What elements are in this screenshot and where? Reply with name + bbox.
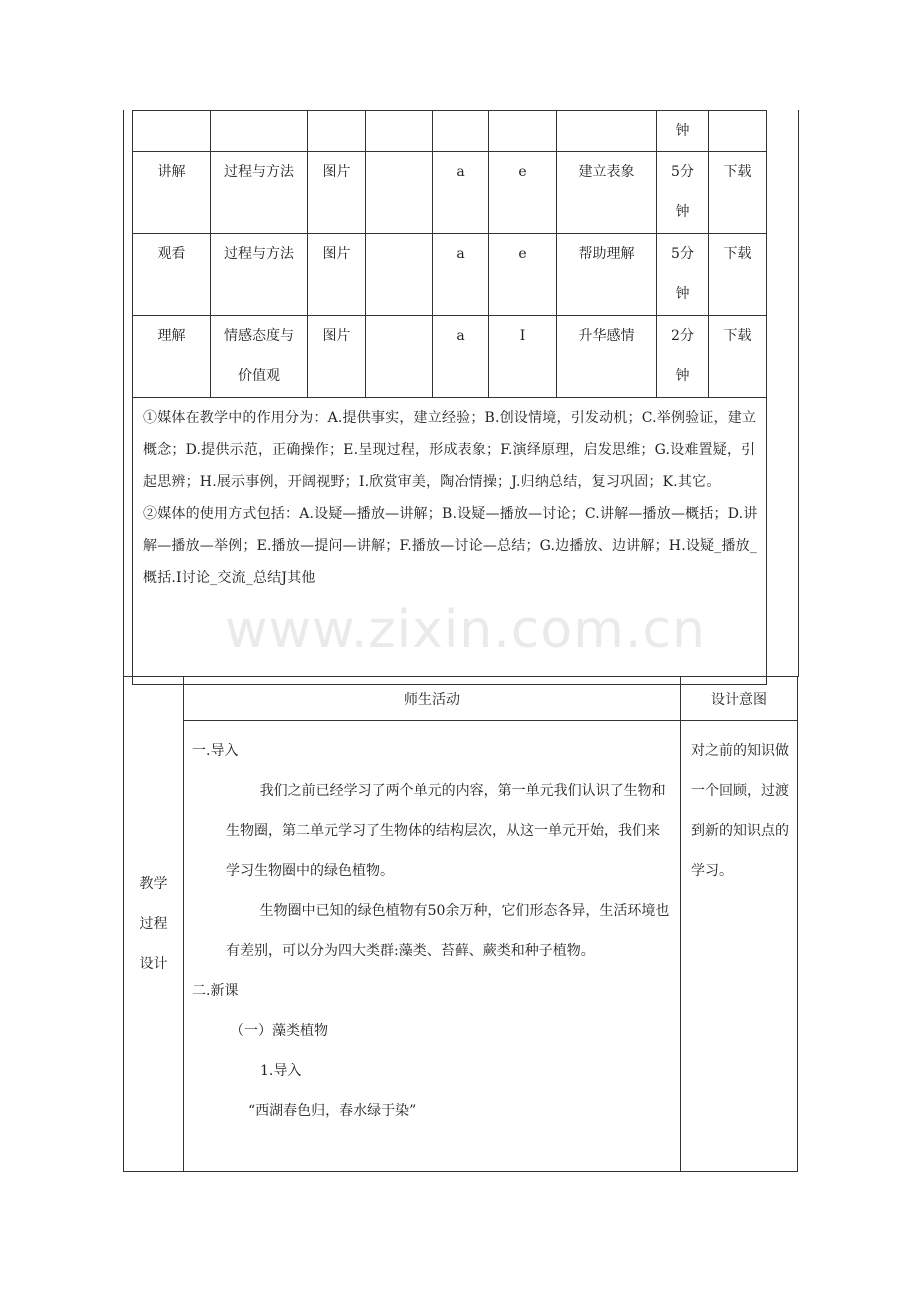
table-cell [366, 316, 433, 398]
table-cell: e [489, 152, 557, 234]
table-cell [366, 152, 433, 234]
table-cell [489, 111, 557, 152]
section-title: 二.新课 [192, 983, 239, 999]
table-cell: e [489, 234, 557, 316]
table-cell [211, 111, 308, 152]
table-row [133, 234, 767, 316]
table-row [133, 316, 767, 398]
paragraph: 生物圈中已知的绿色植物有50余万种，它们形态各异，生活环境也有差别，可以分为四大类群:藻类、苔藓、蕨类和种子植物。 [226, 903, 670, 959]
side-label-line: 教学 [139, 876, 168, 892]
table-cell: 图片 [308, 152, 366, 234]
table-cell: 图片 [308, 316, 366, 398]
table-cell: 讲解 [133, 152, 211, 234]
design-header: 设计意图 [681, 677, 798, 721]
table-cell: 5分钟 [657, 234, 709, 316]
media-note-purpose: ①媒体在教学中的作用分为：A.提供事实，建立经验；B.创设情境，引发动机；C.举例验证，建立概念；D.提供示范，正确操作；E.呈现过程，形成表象；F.演绎原理，启发思维；G.设难置疑，引起思辨；H.展示事例，开阔视野；I.欣赏审美，陶冶情操；J.归纳总结，复习巩固；K.其它。 [143, 410, 757, 490]
table-cell: 升华感情 [557, 316, 657, 398]
table-cell: 情感态度与价值观 [211, 316, 308, 398]
activity-content [184, 721, 681, 1172]
table-cell: 5分钟 [657, 152, 709, 234]
table-cell: 过程与方法 [211, 234, 308, 316]
activity-header: 师生活动 [184, 677, 681, 721]
table-row [133, 152, 767, 234]
table-cell: 钟 [657, 111, 709, 152]
table-cell [557, 111, 657, 152]
process-table [123, 676, 798, 1172]
process-side-label [124, 677, 184, 1172]
section-title: 一.导入 [192, 743, 239, 759]
table-cell: a [433, 234, 489, 316]
subsection-item: 1.导入 [260, 1063, 302, 1079]
table-cell [433, 111, 489, 152]
table-cell: 过程与方法 [211, 152, 308, 234]
table-cell: 下载 [709, 152, 767, 234]
table-cell: 图片 [308, 234, 366, 316]
paragraph: 我们之前已经学习了两个单元的内容，第一单元我们认识了生物和生物圈，第二单元学习了生物体的结构层次，从这一单元开始，我们来学习生物圈中的绿色植物。 [226, 783, 666, 879]
table-cell: 2分钟 [657, 316, 709, 398]
table-cell [366, 111, 433, 152]
table-cell: I [489, 316, 557, 398]
table-cell: a [433, 316, 489, 398]
watermark: www.zixin.com.cn [225, 600, 706, 660]
side-label-line: 设计 [139, 956, 168, 972]
table-row [133, 111, 767, 152]
table-cell: 建立表象 [557, 152, 657, 234]
media-note-usage: ②媒体的使用方式包括：A.设疑—播放—讲解；B.设疑—播放—讨论；C.讲解—播放—概括；D.讲解—播放—举例；E.播放—提问—讲解；F.播放—讨论—总结；G.边播放、边讲解；H.设疑_播放_概括.I讨论_交流_总结J其他 [143, 506, 758, 586]
table-cell: 理解 [133, 316, 211, 398]
subsection-title: （一）藻类植物 [230, 1023, 328, 1039]
table-cell [709, 111, 767, 152]
media-table [132, 110, 767, 685]
table-cell: 观看 [133, 234, 211, 316]
table-cell: a [433, 152, 489, 234]
poem-quote: “西湖春色归，春水绿于染” [248, 1103, 417, 1119]
table-cell: 帮助理解 [557, 234, 657, 316]
table-cell: 下载 [709, 234, 767, 316]
table-cell [308, 111, 366, 152]
media-notes [133, 398, 767, 685]
design-intent: 对之前的知识做一个回顾，过渡到新的知识点的学习。 [681, 721, 798, 1172]
table-cell: 下载 [709, 316, 767, 398]
table-row [133, 398, 767, 685]
table-cell [133, 111, 211, 152]
side-label-line: 过程 [139, 916, 168, 932]
table-cell [366, 234, 433, 316]
